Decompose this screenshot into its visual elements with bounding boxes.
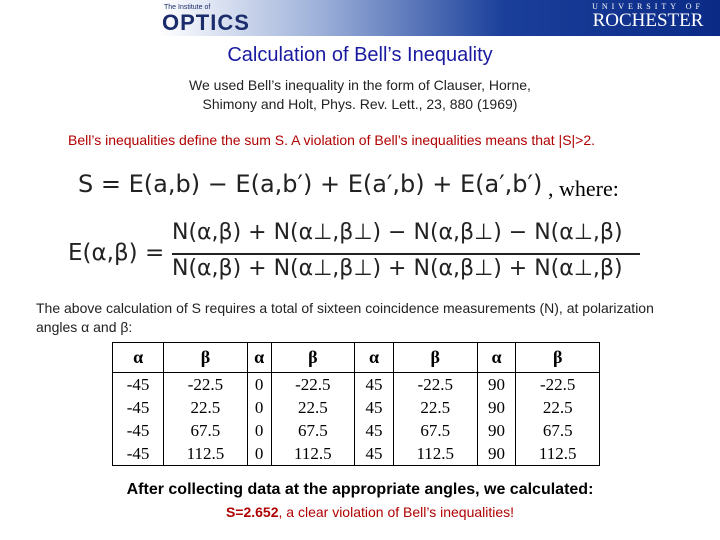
table-cell: 90 [477, 419, 516, 442]
header-beta: β [516, 343, 600, 373]
table-cell: 67.5 [394, 419, 478, 442]
result-text: , a clear violation of Bell’s inequalities! [278, 504, 515, 520]
table-cell: 90 [477, 373, 516, 397]
table-cell: 22.5 [271, 396, 355, 419]
result-value: S=2.652 [225, 504, 279, 520]
table-cell: 67.5 [164, 419, 248, 442]
table-cell: 0 [247, 373, 271, 397]
table-cell: 90 [477, 396, 516, 419]
table-cell: 67.5 [516, 419, 600, 442]
table-cell: 0 [247, 396, 271, 419]
where-text: , where: [548, 176, 619, 201]
table-cell: 45 [355, 419, 394, 442]
optics-logo-small-text: The Institute of [164, 4, 211, 11]
table-header-row [113, 343, 600, 373]
table-cell: 112.5 [271, 442, 355, 466]
equation-e-numerator: N(α,β) + N(α⊥,β⊥) − N(α,β⊥) − N(α⊥,β) [172, 220, 623, 245]
table-cell: 45 [355, 373, 394, 397]
equation-e-denominator: N(α,β) + N(α⊥,β⊥) + N(α,β⊥) + N(α⊥,β) [172, 256, 623, 281]
table-row [113, 442, 600, 466]
equation-e-lhs: E(α,β) = [68, 240, 165, 266]
table-cell: -45 [113, 442, 164, 466]
header-alpha: α [355, 343, 394, 373]
header-banner [0, 0, 720, 36]
table-cell: 22.5 [516, 396, 600, 419]
table-cell: 112.5 [516, 442, 600, 466]
header-alpha: α [247, 343, 271, 373]
result-line [0, 504, 720, 520]
equation-s: S = E(a,b) − E(a,b′) + E(a′,b) + E(a′,b′) [78, 170, 543, 198]
table-cell: 0 [247, 419, 271, 442]
intro-line-2: Shimony and Holt, Phys. Rev. Lett., 23, 880 (1969) [202, 96, 518, 112]
table-cell: -22.5 [271, 373, 355, 397]
table-cell: -45 [113, 396, 164, 419]
table-cell: 45 [355, 442, 394, 466]
table-cell: 112.5 [394, 442, 478, 466]
table-cell: -22.5 [394, 373, 478, 397]
header-beta: β [394, 343, 478, 373]
table-cell: -45 [113, 419, 164, 442]
angles-table [112, 342, 600, 466]
intro-text [0, 76, 720, 114]
table-cell: 67.5 [271, 419, 355, 442]
table-cell: 22.5 [394, 396, 478, 419]
description-text: The above calculation of S requires a total of sixteen coincidence measurements (N), at polarization angles α and β: [36, 300, 654, 335]
table-cell: -45 [113, 373, 164, 397]
table-row [113, 373, 600, 397]
table-cell: -22.5 [516, 373, 600, 397]
optics-logo-text: OPTICS [162, 10, 250, 35]
header-beta: β [271, 343, 355, 373]
slide-title: Calculation of Bell’s Inequality [227, 44, 493, 66]
table-cell: 112.5 [164, 442, 248, 466]
intro-line-1: We used Bell’s inequality in the form of Clauser, Horne, [189, 77, 531, 93]
institute-of-optics-logo [162, 4, 262, 34]
header-beta: β [164, 343, 248, 373]
table-cell: 90 [477, 442, 516, 466]
university-of-rochester-logo [592, 2, 704, 32]
header-alpha: α [113, 343, 164, 373]
table-row [113, 419, 600, 442]
rochester-logo-small-text: UNIVERSITY OF [592, 2, 704, 11]
table-cell: 45 [355, 396, 394, 419]
fraction-bar [172, 253, 640, 255]
table-cell: 22.5 [164, 396, 248, 419]
after-collecting-text: After collecting data at the appropriate angles, we calculated: [126, 481, 594, 498]
rochester-logo-text: ROCHESTER [592, 10, 704, 31]
table-cell: -22.5 [164, 373, 248, 397]
table-cell: 0 [247, 442, 271, 466]
header-alpha: α [477, 343, 516, 373]
sum-statement: Bell’s inequalities define the sum S. A violation of Bell’s inequalities means that |S|>2. [68, 132, 596, 148]
table-row [113, 396, 600, 419]
